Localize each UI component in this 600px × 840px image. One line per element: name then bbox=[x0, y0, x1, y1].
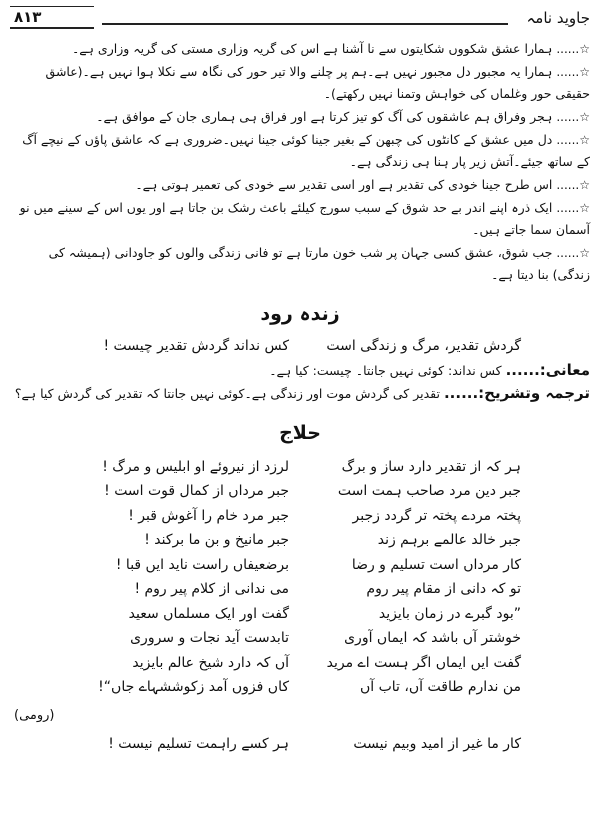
verse-right: ہر کہ از تقدیر دارد ساز و برگ bbox=[341, 458, 521, 475]
verse-left: لرزد از نیروئے او ابلیس و مرگ ! bbox=[102, 458, 289, 475]
verse-couplet bbox=[10, 504, 590, 529]
verse-right: کار مرداں است تسلیم و رضا bbox=[351, 556, 521, 573]
meanings bbox=[10, 359, 590, 382]
section-heading-zinda-rood: زندہ رود bbox=[260, 303, 340, 325]
verse-couplet bbox=[10, 626, 590, 651]
verse-right: پختہ مردے پختہ تر گردد زجبر bbox=[352, 507, 521, 524]
verse-couplet bbox=[10, 651, 590, 676]
verse-right: گفت ایں ایماں اگر ہست اے مرید bbox=[326, 654, 521, 671]
verse-left: برضعیفاں راست ناید ایں قبا ! bbox=[115, 556, 289, 573]
verse-right: جبر خالد عالمے برہم زند bbox=[377, 532, 521, 548]
star-bullet-icon: ☆...... bbox=[556, 178, 590, 192]
verse-right: من ندارم طاقت آں، تاب آں bbox=[359, 679, 521, 695]
translation bbox=[10, 382, 590, 405]
translation-text: تقدیر کی گردش موت اور زندگی ہے۔کوئی نہیں جانتا کہ تقدیر کی گردش کیا ہے؟ bbox=[14, 385, 440, 401]
verse-left: تابدست آید نجات و سروری bbox=[130, 630, 289, 646]
verse-couplet bbox=[10, 528, 590, 553]
verse-block bbox=[10, 455, 590, 700]
verse-couplet bbox=[10, 334, 590, 359]
verse-right: گردش تقدیر، مرگ و زندگی است bbox=[326, 338, 521, 354]
verse-left: آں کہ دارد شیخ عالم بایزید bbox=[132, 654, 289, 671]
verse-couplet bbox=[10, 553, 590, 578]
verse-right: جبر دین مرد صاحب ہمت است bbox=[337, 483, 521, 499]
final-verse-right: کار ما غیر از امید وبیم نیست bbox=[353, 735, 521, 752]
bullet-item: ☆...... اس طرح جینا خودی کی تقدیر ہے اور اسی تقدیر سے خودی کی تعمیر ہوتی ہے۔ bbox=[135, 177, 590, 192]
meanings-text: کس نداند: کوئی نہیں جانتا۔ چیست: کیا ہے۔ bbox=[269, 362, 502, 378]
star-bullet-icon: ☆...... bbox=[556, 110, 590, 124]
verse-right: تو کہ دانی از مقام پیر روم bbox=[366, 581, 521, 597]
star-bullet-icon: ☆...... bbox=[556, 42, 590, 56]
bullet-item: ☆...... ایک ذرہ اپنے اندر بے حد شوق کے سبب سورج کیلئے باعث رشک بن جاتا ہے اور یوں اس کے سینے میں نو آسمان سما جاتے ہیں۔ bbox=[19, 200, 590, 237]
verse-couplet bbox=[10, 455, 590, 480]
section-heading-hallaj: حلاج bbox=[279, 421, 321, 444]
final-verse-left: ہر کسے راہمت تسلیم نیست ! bbox=[108, 735, 289, 752]
verse-couplet bbox=[10, 479, 590, 504]
verse-left: جبر مرداں از کمال قوت است ! bbox=[104, 483, 289, 499]
final-verse-couplet bbox=[10, 732, 590, 757]
verse-right: خوشتر آں باشد کہ ایماں آوری bbox=[344, 630, 521, 646]
book-title: جاوید نامہ bbox=[526, 9, 590, 27]
star-bullet-icon: ☆...... bbox=[556, 133, 590, 147]
verse-left: جبر مرد خام را آغوش قبر ! bbox=[128, 507, 289, 524]
bullet-item: ☆...... جب شوق، عشق کسی جہان پر شب خون مارتا ہے تو فانی زندگی والوں کو جاودانی (ہمیشہ کی زندگی) بنا دیتا ہے۔ bbox=[48, 245, 590, 282]
bullet-item: ☆...... ہمارا عشق شکووں شکایتوں سے نا آشنا ہے اس کی گریہ وزاری مستی کی گریہ وزاری ہے۔ bbox=[71, 41, 590, 56]
verse-couplet bbox=[10, 675, 590, 700]
attribution: (رومی) bbox=[14, 707, 55, 723]
star-bullet-icon: ☆...... bbox=[556, 65, 590, 79]
bullet-list bbox=[10, 38, 590, 286]
verse-left: کس نداند گردش تقدیر چیست ! bbox=[103, 338, 289, 354]
page-number: ۸۱۳ bbox=[10, 6, 94, 29]
verse-left: گفت اور ایک مسلماں سعید bbox=[128, 605, 289, 622]
verse-couplet bbox=[10, 577, 590, 602]
verse-couplet bbox=[10, 602, 590, 627]
verse-right: ”بود گبرے در زمان بایزید bbox=[378, 605, 521, 622]
meanings-label: معانی:...... bbox=[505, 360, 590, 379]
bullet-item: ☆...... دل میں عشق کے کانٹوں کی چبھن کے بغیر جینا کوئی جینا نہیں۔ضروری ہے کہ عاشق پاؤں کے نیچے آگ کے ساتھ جیئے۔آتش زیر پار ہنا ہی زندگی ہے۔ bbox=[22, 132, 590, 169]
bullet-item: ☆...... ہمارا یہ مجبور دل مجبور نہیں ہے۔ہم پر چلنے والا تیر حور کی نگاہ سے نکلا ہوا نہیں ہے۔(عاشق حقیقی حور وغلماں کی خواہش وتمنا نہیں رکھتے)۔ bbox=[45, 64, 590, 101]
verse-left: جبر مانیخ و بن ما برکند ! bbox=[144, 532, 289, 548]
bullet-item: ☆...... ہجر وفراق ہم عاشقوں کی آگ کو تیز کرتا ہے اور فراق ہی ہماری جان کے موافق ہے۔ bbox=[96, 109, 590, 124]
star-bullet-icon: ☆...... bbox=[556, 246, 590, 260]
star-bullet-icon: ☆...... bbox=[556, 201, 590, 215]
header-rule bbox=[102, 23, 508, 25]
page-header bbox=[10, 6, 590, 32]
translation-label: ترجمہ وتشریح:...... bbox=[443, 383, 590, 402]
verse-left: می ندانی از کلام پیر روم ! bbox=[134, 581, 289, 597]
verse-left: کاں فزوں آمد زکوششہاے جاں“! bbox=[98, 679, 289, 695]
